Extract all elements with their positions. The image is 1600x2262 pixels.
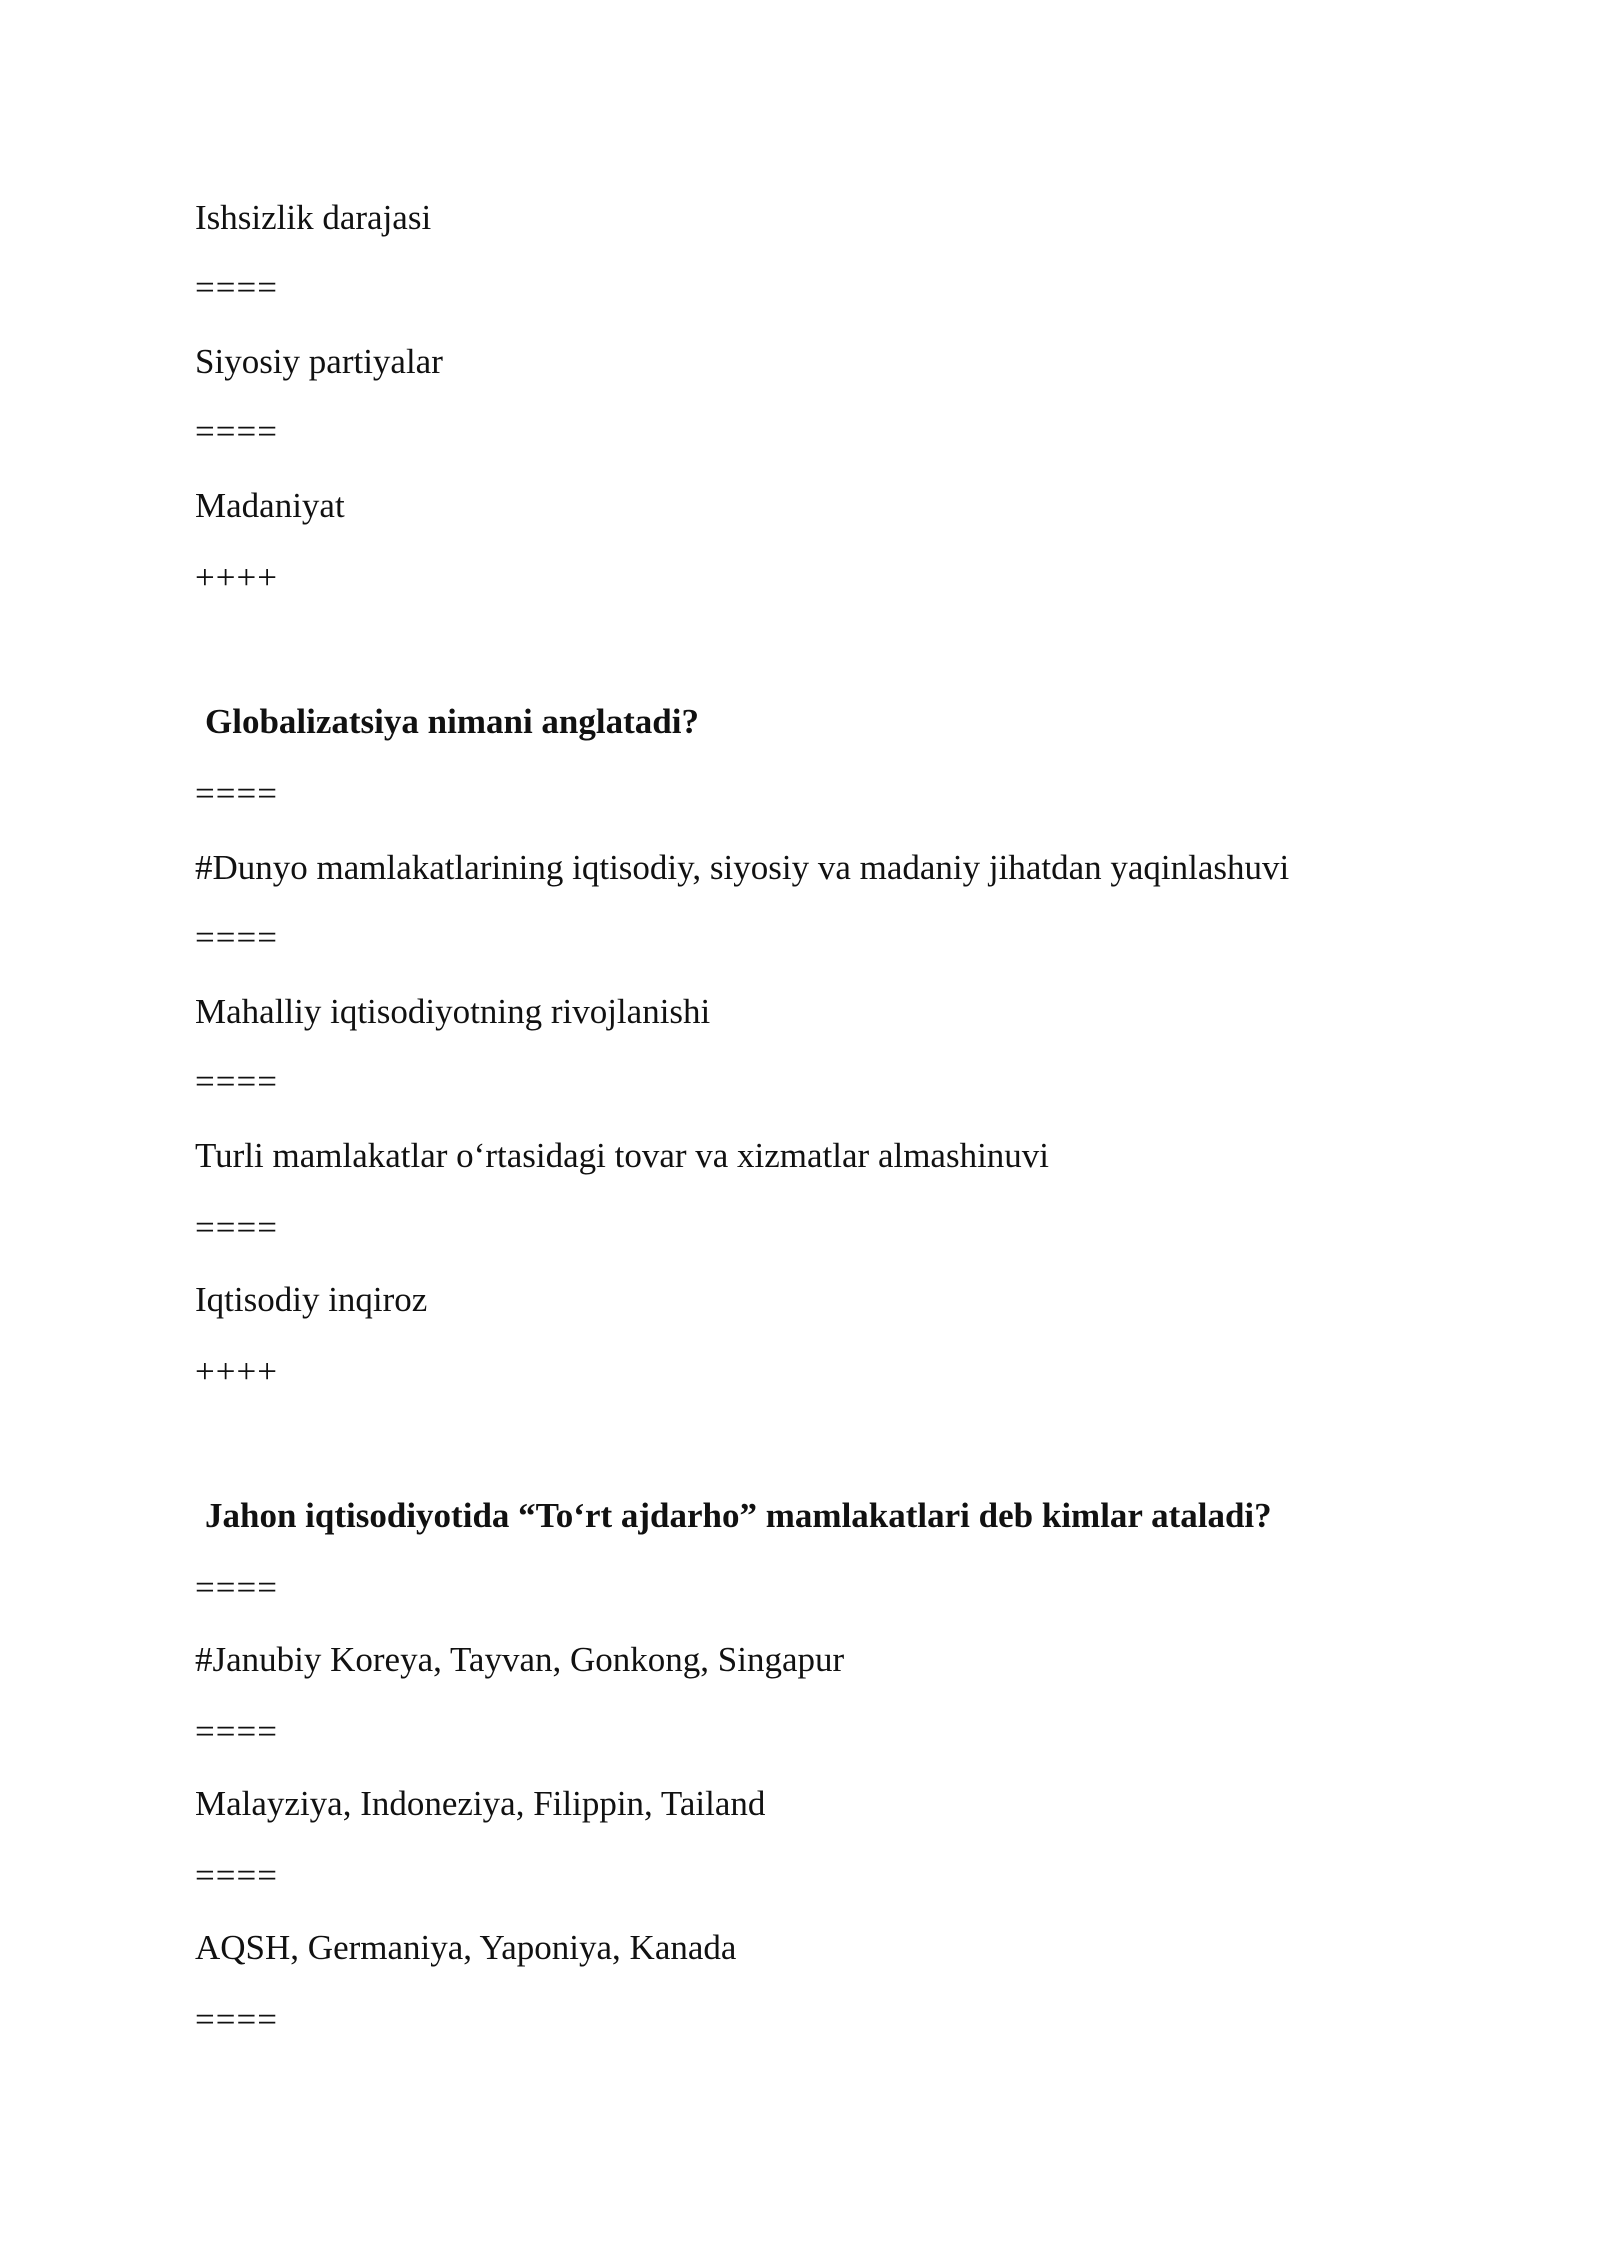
option-text: Turli mamlakatlar o‘rtasidagi tovar va xizmatlar almashinuvi	[195, 1136, 1050, 1175]
separator: ++++	[195, 1352, 278, 1391]
separator: ====	[195, 918, 278, 957]
separator: ====	[195, 1568, 278, 1607]
separator: ====	[195, 412, 278, 451]
separator: ====	[195, 1856, 278, 1895]
question-heading: Globalizatsiya nimani anglatadi?	[205, 702, 699, 741]
option-text: Ishsizlik darajasi	[195, 198, 432, 237]
separator: ====	[195, 1712, 278, 1751]
option-text: Madaniyat	[195, 486, 345, 525]
separator: ====	[195, 268, 278, 307]
option-text: #Janubiy Koreya, Tayvan, Gonkong, Singapur	[195, 1640, 845, 1679]
separator: ====	[195, 2000, 278, 2039]
separator: ++++	[195, 558, 278, 597]
option-text: #Dunyo mamlakatlarining iqtisodiy, siyosiy va madaniy jihatdan yaqinlashuvi	[195, 848, 1290, 887]
separator: ====	[195, 1062, 278, 1101]
option-text: Iqtisodiy inqiroz	[195, 1280, 428, 1319]
separator: ====	[195, 1208, 278, 1247]
separator: ====	[195, 774, 278, 813]
option-text: Siyosiy partiyalar	[195, 342, 443, 381]
option-text: AQSH, Germaniya, Yaponiya, Kanada	[195, 1928, 737, 1967]
option-text: Malayziya, Indoneziya, Filippin, Tailand	[195, 1784, 766, 1823]
option-text: Mahalliy iqtisodiyotning rivojlanishi	[195, 992, 711, 1031]
question-heading: Jahon iqtisodiyotida “To‘rt ajdarho” mamlakatlari deb kimlar ataladi?	[205, 1496, 1272, 1535]
